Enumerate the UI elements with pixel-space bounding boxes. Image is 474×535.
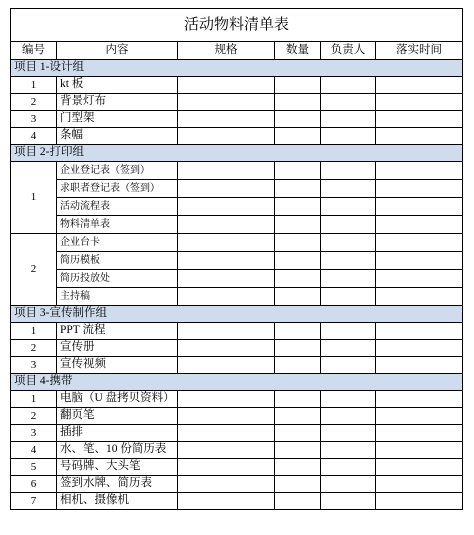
qty-cell (275, 476, 321, 493)
header-no: 编号 (11, 42, 57, 60)
time-cell (376, 180, 463, 198)
time-cell (376, 198, 463, 216)
owner-cell (321, 94, 376, 111)
item-content: 活动流程表 (57, 198, 178, 216)
group-number: 2 (11, 234, 57, 306)
header-qty: 数量 (275, 42, 321, 60)
section-row (11, 145, 463, 162)
spec-cell (178, 234, 275, 252)
time-cell (376, 162, 463, 180)
qty-cell (275, 425, 321, 442)
spec-cell (178, 162, 275, 180)
group-number: 1 (11, 162, 57, 234)
item-row (11, 252, 463, 270)
owner-cell (321, 216, 376, 234)
spec-cell (178, 128, 275, 145)
item-row (11, 216, 463, 234)
owner-cell (321, 340, 376, 357)
spec-cell (178, 94, 275, 111)
item-content: 号码牌、大头笔 (57, 459, 178, 476)
item-number: 3 (11, 111, 57, 128)
time-cell (376, 128, 463, 145)
spec-cell (178, 476, 275, 493)
item-row (11, 357, 463, 374)
qty-cell (275, 459, 321, 476)
item-row (11, 493, 463, 510)
spec-cell (178, 391, 275, 408)
qty-cell (275, 252, 321, 270)
item-row (11, 162, 463, 180)
time-cell (376, 408, 463, 425)
time-cell (376, 442, 463, 459)
spec-cell (178, 459, 275, 476)
owner-cell (321, 476, 376, 493)
item-content: 宣传册 (57, 340, 178, 357)
owner-cell (321, 425, 376, 442)
time-cell (376, 77, 463, 94)
spec-cell (178, 323, 275, 340)
header-owner: 负责人 (321, 42, 376, 60)
spec-cell (178, 493, 275, 510)
item-row (11, 270, 463, 288)
time-cell (376, 252, 463, 270)
time-cell (376, 216, 463, 234)
item-row (11, 234, 463, 252)
section-row (11, 374, 463, 391)
spec-cell (178, 357, 275, 374)
item-content: 简历模板 (57, 252, 178, 270)
item-number: 3 (11, 425, 57, 442)
item-row (11, 442, 463, 459)
owner-cell (321, 252, 376, 270)
item-row (11, 459, 463, 476)
time-cell (376, 340, 463, 357)
time-cell (376, 357, 463, 374)
header-spec: 规格 (178, 42, 275, 60)
item-content: 电脑（U 盘拷贝资料） (57, 391, 178, 408)
time-cell (376, 323, 463, 340)
qty-cell (275, 216, 321, 234)
owner-cell (321, 493, 376, 510)
spec-cell (178, 340, 275, 357)
owner-cell (321, 162, 376, 180)
time-cell (376, 493, 463, 510)
item-number: 1 (11, 391, 57, 408)
item-content: 条幅 (57, 128, 178, 145)
owner-cell (321, 323, 376, 340)
time-cell (376, 476, 463, 493)
qty-cell (275, 408, 321, 425)
item-row (11, 425, 463, 442)
item-row (11, 180, 463, 198)
item-row (11, 391, 463, 408)
title-row (11, 9, 463, 42)
time-cell (376, 94, 463, 111)
owner-cell (321, 128, 376, 145)
section-row (11, 306, 463, 323)
spec-cell (178, 425, 275, 442)
material-table (10, 8, 463, 510)
item-content: 相机、摄像机 (57, 493, 178, 510)
item-content: 门型架 (57, 111, 178, 128)
owner-cell (321, 111, 376, 128)
time-cell (376, 459, 463, 476)
item-content: PPT 流程 (57, 323, 178, 340)
qty-cell (275, 270, 321, 288)
spec-cell (178, 180, 275, 198)
item-number: 6 (11, 476, 57, 493)
spec-cell (178, 77, 275, 94)
qty-cell (275, 288, 321, 306)
section-label: 项目 3-宣传制作组 (11, 306, 463, 323)
item-number: 5 (11, 459, 57, 476)
qty-cell (275, 162, 321, 180)
item-row (11, 198, 463, 216)
owner-cell (321, 357, 376, 374)
qty-cell (275, 357, 321, 374)
header-row (11, 42, 463, 60)
qty-cell (275, 198, 321, 216)
qty-cell (275, 234, 321, 252)
item-row (11, 476, 463, 493)
item-number: 1 (11, 77, 57, 94)
spec-cell (178, 442, 275, 459)
item-content: 水、笔、10 份简历表 (57, 442, 178, 459)
owner-cell (321, 391, 376, 408)
item-content: 求职者登记表（签到） (57, 180, 178, 198)
qty-cell (275, 180, 321, 198)
item-row (11, 408, 463, 425)
item-content: 物料清单表 (57, 216, 178, 234)
spec-cell (178, 288, 275, 306)
item-number: 2 (11, 408, 57, 425)
item-content: 宣传视频 (57, 357, 178, 374)
time-cell (376, 270, 463, 288)
owner-cell (321, 442, 376, 459)
time-cell (376, 111, 463, 128)
item-row (11, 323, 463, 340)
time-cell (376, 288, 463, 306)
item-content: 企业登记表（签到） (57, 162, 178, 180)
item-content: kt 板 (57, 77, 178, 94)
sheet-title: 活动物料清单表 (11, 9, 463, 42)
qty-cell (275, 94, 321, 111)
qty-cell (275, 493, 321, 510)
qty-cell (275, 77, 321, 94)
section-label: 项目 2-打印组 (11, 145, 463, 162)
item-content: 主持稿 (57, 288, 178, 306)
time-cell (376, 391, 463, 408)
owner-cell (321, 234, 376, 252)
item-number: 2 (11, 94, 57, 111)
spec-cell (178, 408, 275, 425)
owner-cell (321, 198, 376, 216)
spec-cell (178, 111, 275, 128)
item-content: 简历投放处 (57, 270, 178, 288)
spec-cell (178, 252, 275, 270)
header-content: 内容 (57, 42, 178, 60)
owner-cell (321, 288, 376, 306)
owner-cell (321, 180, 376, 198)
owner-cell (321, 77, 376, 94)
item-content: 插排 (57, 425, 178, 442)
item-row (11, 111, 463, 128)
material-list-sheet (10, 8, 462, 510)
time-cell (376, 425, 463, 442)
qty-cell (275, 111, 321, 128)
qty-cell (275, 340, 321, 357)
section-label: 项目 1-设计组 (11, 60, 463, 77)
section-row (11, 60, 463, 77)
spec-cell (178, 270, 275, 288)
item-row (11, 288, 463, 306)
item-row (11, 77, 463, 94)
owner-cell (321, 270, 376, 288)
item-content: 签到水牌、简历表 (57, 476, 178, 493)
item-number: 7 (11, 493, 57, 510)
qty-cell (275, 391, 321, 408)
header-time: 落实时间 (376, 42, 463, 60)
item-row (11, 94, 463, 111)
item-number: 3 (11, 357, 57, 374)
item-content: 翻页笔 (57, 408, 178, 425)
section-label: 项目 4-携带 (11, 374, 463, 391)
spec-cell (178, 198, 275, 216)
qty-cell (275, 323, 321, 340)
item-number: 4 (11, 128, 57, 145)
spec-cell (178, 216, 275, 234)
qty-cell (275, 128, 321, 145)
qty-cell (275, 442, 321, 459)
owner-cell (321, 459, 376, 476)
item-number: 4 (11, 442, 57, 459)
time-cell (376, 234, 463, 252)
item-number: 1 (11, 323, 57, 340)
item-content: 企业台卡 (57, 234, 178, 252)
owner-cell (321, 408, 376, 425)
item-row (11, 340, 463, 357)
item-number: 2 (11, 340, 57, 357)
item-content: 背景灯布 (57, 94, 178, 111)
item-row (11, 128, 463, 145)
